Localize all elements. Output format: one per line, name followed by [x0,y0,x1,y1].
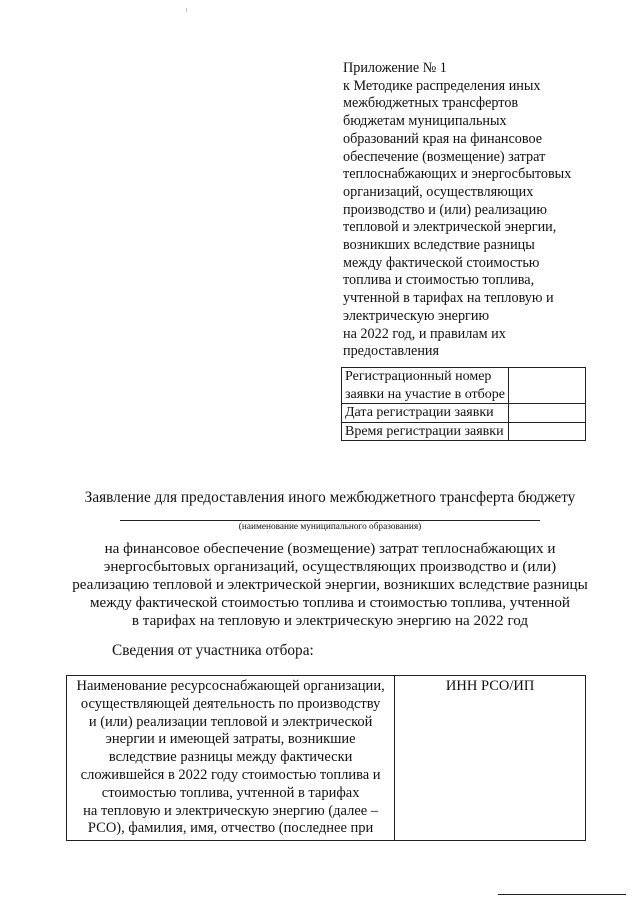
header-line: РСО), фамилия, имя, отчество (последнее при [87,820,374,837]
appendix-line: бюджетам муниципальных [343,113,507,130]
header-line: сложившейся в 2022 году стоимостью топлива и [80,766,381,783]
table-row [342,422,586,441]
participant-table [66,675,586,841]
header-line: вследствие разницы между фактически [108,749,353,766]
registration-time-value [509,422,586,441]
header-line: энергии и имеющей затраты, возникшие [105,731,356,748]
participant-heading: Сведения от участника отбора: [112,642,314,659]
statement-title: Заявление для предоставления иного межбюджетного трансферта бюджету [84,489,576,506]
appendix-line: топлива и стоимостью топлива, [343,272,535,289]
purpose-line: реализацию тепловой и электрической энергии, возникших вследствие разницы [72,577,588,594]
appendix-line: Приложение № 1 [343,60,447,76]
municipality-caption: (наименование муниципального образования) [238,522,422,532]
appendix-line: учтенной в тарифах на тепловую и [343,290,554,307]
appendix-line: производство и (или) реализацию [343,201,547,218]
appendix-line: электрическую энергию [343,307,490,324]
header-line: и (или) реализации тепловой и электрической [88,713,373,730]
registration-number-value [509,368,586,404]
appendix-line: тепловой и электрической энергии, [343,219,557,236]
footer-rule [498,894,626,895]
purpose-line: энергосбытовых организаций, осуществляющих производство и (или) [103,559,557,576]
header-line: на тепловую и электрическую энергию (далее – [83,802,379,819]
appendix-line: организаций, осуществляющих [343,183,534,200]
table-row [342,368,586,404]
appendix-line: к Методике распределения иных [343,77,541,94]
appendix-line: теплоснабжающих и энергосбытовых [343,166,572,183]
header-line: Наименование ресурсоснабжающей организации, [76,678,385,694]
appendix-line: межбюджетных трансфертов [343,95,519,112]
purpose-line: на финансовое обеспечение (возмещение) затрат теплоснабжающих и [104,541,556,557]
appendix-header [343,60,633,361]
table-row [67,676,586,841]
registration-number-label: Регистрационный номер заявки на участие в отборе [342,368,509,404]
registration-time-label: Время регистрации заявки [342,422,509,441]
registration-date-value [509,404,586,423]
appendix-line: возникших вследствие разницы [343,237,535,254]
rso-name-header [67,676,395,841]
purpose-line: в тарифах на тепловую и электрическую энергию на 2022 год [131,613,529,630]
appendix-line: образований края на финансовое [343,130,543,147]
inn-header: ИНН РСО/ИП [395,676,586,841]
appendix-line: на 2022 год, и правилам их [343,325,506,342]
appendix-line: между фактической стоимостью [343,254,540,271]
header-line: осуществляющей деятельность по производству [80,695,381,712]
scan-speck [186,8,187,12]
table-row [342,404,586,423]
appendix-line: предоставления [343,343,440,360]
registration-date-label: Дата регистрации заявки [342,404,509,423]
purpose-line: между фактической стоимостью топлива и стоимостью топлива, учтенной [89,595,571,612]
header-line: стоимостью топлива, учтенной в тарифах [101,784,360,801]
statement-purpose [40,540,620,630]
appendix-line: обеспечение (возмещение) затрат [343,148,546,165]
municipality-blank-line [120,520,540,521]
registration-table [341,367,586,441]
